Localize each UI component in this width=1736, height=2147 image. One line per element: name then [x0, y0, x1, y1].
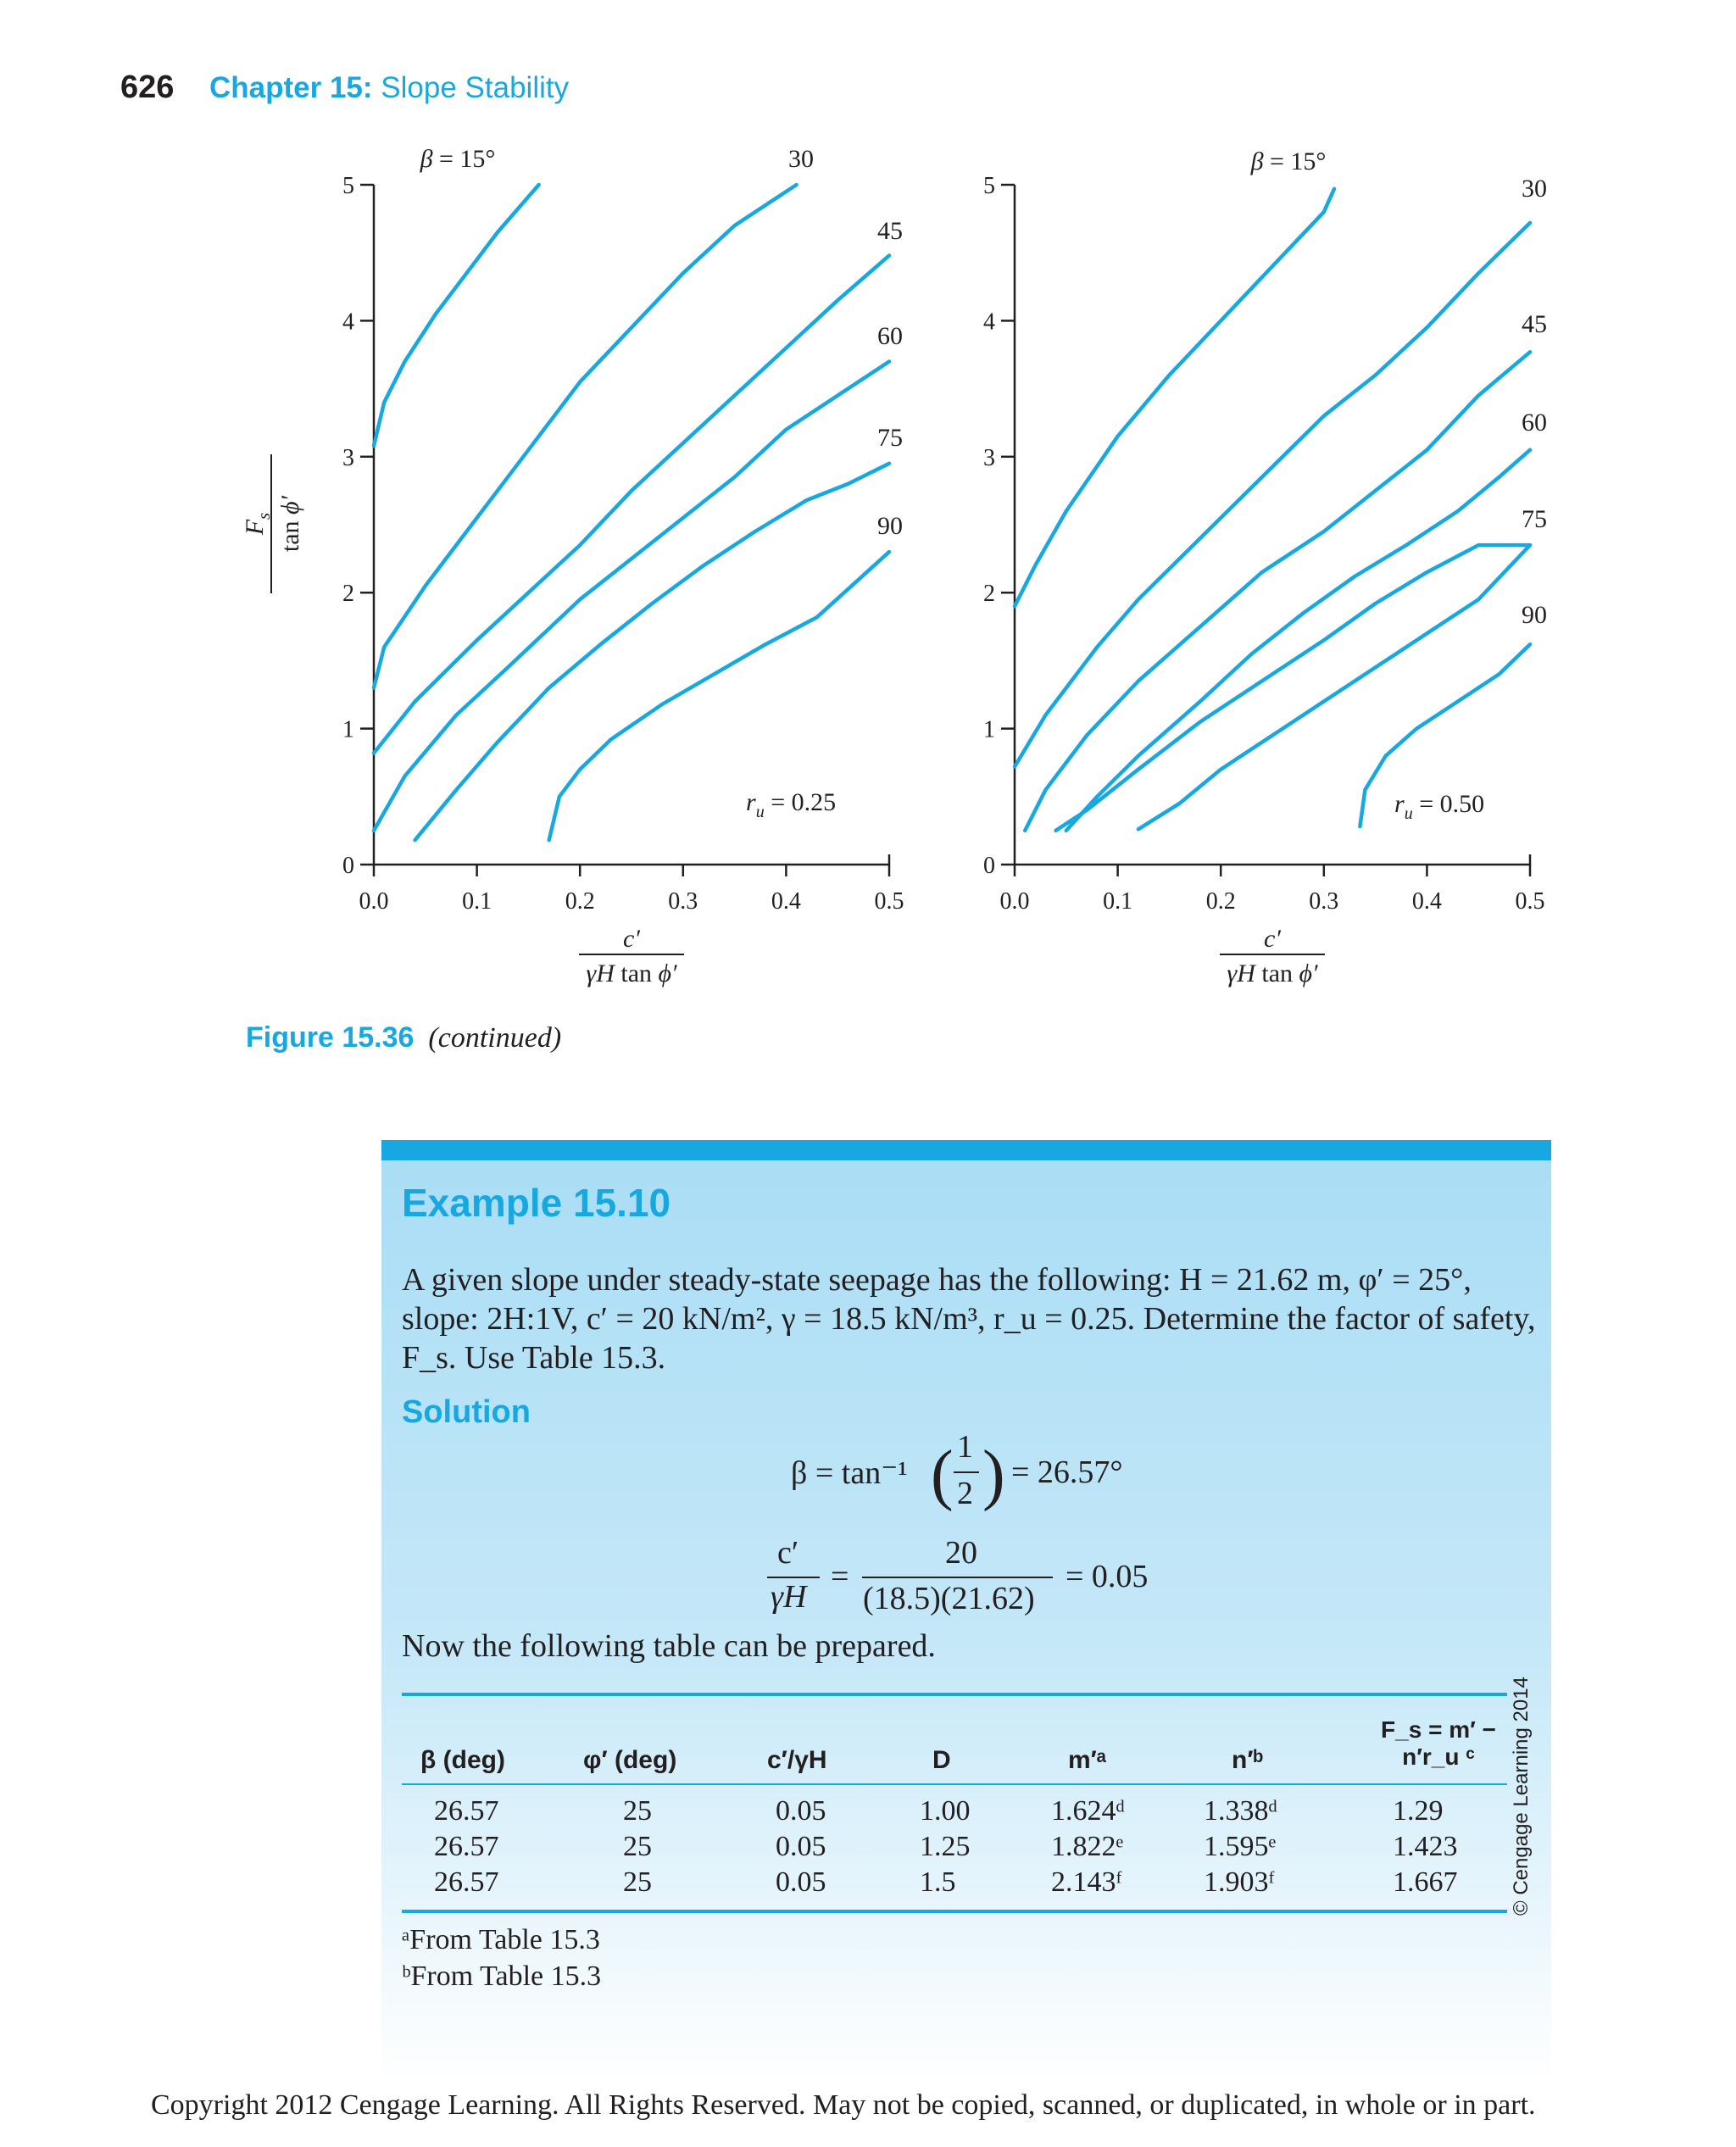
series-label: 75 [1522, 505, 1547, 533]
table-cell: 26.57 [434, 1831, 499, 1862]
svg-text:Fs: $F_s$ [241, 512, 274, 536]
col-header-fs: F_s = m′ − n′r_u ᶜ [1381, 1716, 1496, 1770]
y-tick-label: 4 [983, 309, 995, 336]
series-line [374, 185, 539, 446]
eq2-num: 20 [945, 1535, 977, 1571]
y-tick-label: 5 [983, 173, 995, 199]
intro-text: Now the following table can be prepared. [402, 1628, 936, 1664]
series-line [374, 185, 797, 688]
series-line [1138, 545, 1530, 829]
table-cell: 26.57 [434, 1866, 499, 1898]
table-cell: 1.5 [920, 1866, 956, 1898]
axis-frame [1015, 185, 1530, 865]
figure-note: (continued) [428, 1022, 562, 1054]
series-line [1056, 545, 1530, 831]
y-tick-label: 5 [342, 173, 354, 199]
figure-charts [0, 0, 1736, 1000]
eq2-lhs-den: γH [771, 1579, 807, 1615]
eq2-bar [862, 1577, 1053, 1578]
series-line [1015, 189, 1334, 606]
col-header-m: m′ᵃ [1068, 1746, 1107, 1774]
svg-text:tan ϕ′: tan ϕ′ [276, 495, 304, 553]
example-top-bar [381, 1140, 1551, 1160]
series-label: 60 [1522, 409, 1547, 437]
x-tick-label: 0.0 [359, 888, 389, 915]
table-cell: 1.595ᵉ [1204, 1831, 1277, 1862]
series-label: 60 [877, 322, 903, 350]
series-label: 90 [1522, 601, 1547, 629]
series-label: β = 15° [420, 145, 496, 173]
series-label: β = 15° [1250, 147, 1327, 175]
axis-frame [374, 185, 889, 865]
y-tick-label: 4 [342, 309, 354, 336]
col-header-d: D [932, 1746, 951, 1774]
table-cell: 1.29 [1393, 1795, 1444, 1827]
table-cell: 25 [623, 1831, 652, 1862]
ru-annotation: $r_u = 0.25$ [746, 788, 837, 821]
eq1-rhs: = 26.57° [1011, 1455, 1123, 1490]
series-label: 75 [877, 424, 903, 452]
footnote-b: ᵇFrom Table 15.3 [402, 1961, 602, 1992]
x-tick-label: 0.3 [668, 888, 698, 915]
series-label: 90 [877, 512, 903, 540]
table-cell: 25 [623, 1795, 652, 1827]
y-tick-label: 0 [983, 853, 995, 879]
example-title: Example 15.10 [402, 1181, 671, 1225]
y-tick-label: 3 [342, 444, 354, 471]
series-line [415, 464, 889, 840]
table-cell: 1.00 [920, 1795, 971, 1827]
col-header-n: n′ᵇ [1232, 1746, 1264, 1774]
x-tick-label: 0.0 [999, 888, 1030, 915]
x-tick-label: 0.1 [462, 888, 492, 915]
figure-label: Figure 15.36 [246, 1021, 415, 1054]
eq1-lhs: β = tan⁻¹ [791, 1455, 908, 1491]
image-credit: © Cengage Learning 2014 [1510, 1677, 1533, 1916]
solution-heading: Solution [402, 1394, 531, 1430]
ru-annotation: $r_u = 0.50$ [1394, 790, 1485, 823]
col-header-cgh: c′/γH [767, 1746, 827, 1774]
table-cell: 26.57 [434, 1795, 499, 1827]
series-line [374, 362, 889, 831]
eq2-den: (18.5)(21.62) [863, 1581, 1035, 1616]
x-tick-label: 0.3 [1309, 888, 1339, 915]
svg-text:γH tan ϕ′: γH tan ϕ′ [586, 959, 677, 987]
chapter-title: Slope Stability [381, 71, 570, 104]
eq1-den: 2 [957, 1476, 973, 1511]
col-header-beta: β (deg) [420, 1746, 505, 1774]
problem-statement: A given slope under steady-state seepage has the following: H = 21.62 m, φ′ = 25°, slope: 2H:1V, c′ = 20 kN/m², γ = 18.5 kN/m³, r_u = 0.25. Determine the factor of safety, F_s. Use Table 15.3. [402, 1262, 1536, 1376]
series-label: 30 [1522, 175, 1547, 203]
footnote-a: ᵃFrom Table 15.3 [402, 1924, 600, 1955]
y-axis-label [241, 454, 304, 593]
table-cell: 25 [623, 1866, 652, 1898]
table-cell: 1.624ᵈ [1051, 1795, 1126, 1827]
y-tick-label: 3 [983, 444, 995, 471]
table-cell: 1.903ᶠ [1204, 1866, 1275, 1898]
x-tick-label: 0.4 [771, 888, 801, 915]
table-cell: 1.338ᵈ [1204, 1795, 1278, 1827]
table-top-rule [402, 1693, 1507, 1696]
x-axis-label [579, 925, 684, 987]
copyright-notice: Copyright 2012 Cengage Learning. All Rights Reserved. May not be copied, scanned, or duplicated, in whole or in part. [151, 2089, 1536, 2121]
eq1-paren-left: ( [931, 1438, 954, 1512]
eq2-rhs: = 0.05 [1066, 1559, 1149, 1594]
table-cell: 1.25 [920, 1831, 971, 1862]
x-tick-label: 0.4 [1411, 888, 1442, 915]
eq1-fraction-bar [954, 1471, 979, 1473]
table-cell: 2.143ᶠ [1051, 1866, 1122, 1898]
table-header-rule [402, 1783, 1507, 1785]
y-tick-label: 1 [983, 716, 995, 743]
series-label: 45 [877, 217, 903, 245]
table-cell: 1.667 [1393, 1866, 1458, 1898]
x-tick-label: 0.2 [1205, 888, 1236, 915]
y-tick-label: 0 [342, 853, 354, 879]
table-cell: 1.822ᵉ [1051, 1831, 1124, 1862]
series-label: 30 [788, 145, 814, 173]
eq1-num: 1 [957, 1429, 973, 1465]
x-tick-label: 0.1 [1103, 888, 1133, 915]
table-cell: 0.05 [776, 1831, 826, 1862]
x-tick-label: 0.5 [874, 888, 904, 915]
figure-caption [246, 1021, 561, 1054]
chapter-label: Chapter 15: [209, 71, 373, 104]
eq2-lhs-num: c′ [777, 1535, 799, 1571]
svg-text:γH tan ϕ′: γH tan ϕ′ [1227, 959, 1318, 987]
y-tick-label: 2 [983, 581, 995, 608]
x-tick-label: 0.5 [1515, 888, 1545, 915]
page-number: 626 [120, 70, 175, 105]
table-cell: 1.423 [1393, 1831, 1458, 1862]
svg-text:c′: c′ [1264, 925, 1281, 953]
chart-ru-025 [342, 145, 904, 987]
table-bottom-rule [402, 1910, 1507, 1913]
table-cell: 0.05 [776, 1795, 826, 1827]
series-line [549, 552, 889, 840]
series-label: 45 [1522, 310, 1547, 338]
chart-ru-050 [983, 147, 1547, 987]
table-cell: 0.05 [776, 1866, 826, 1898]
y-tick-label: 2 [342, 581, 354, 608]
eq2-equals: = [831, 1559, 849, 1594]
svg-text:c′: c′ [623, 925, 640, 953]
x-axis-label [1220, 925, 1325, 987]
x-tick-label: 0.2 [565, 888, 595, 915]
col-header-phi: φ′ (deg) [583, 1746, 677, 1774]
series-line [1015, 223, 1530, 767]
eq1-paren-right: ) [982, 1438, 1005, 1512]
y-tick-label: 1 [342, 716, 354, 743]
series-line [1025, 352, 1530, 831]
